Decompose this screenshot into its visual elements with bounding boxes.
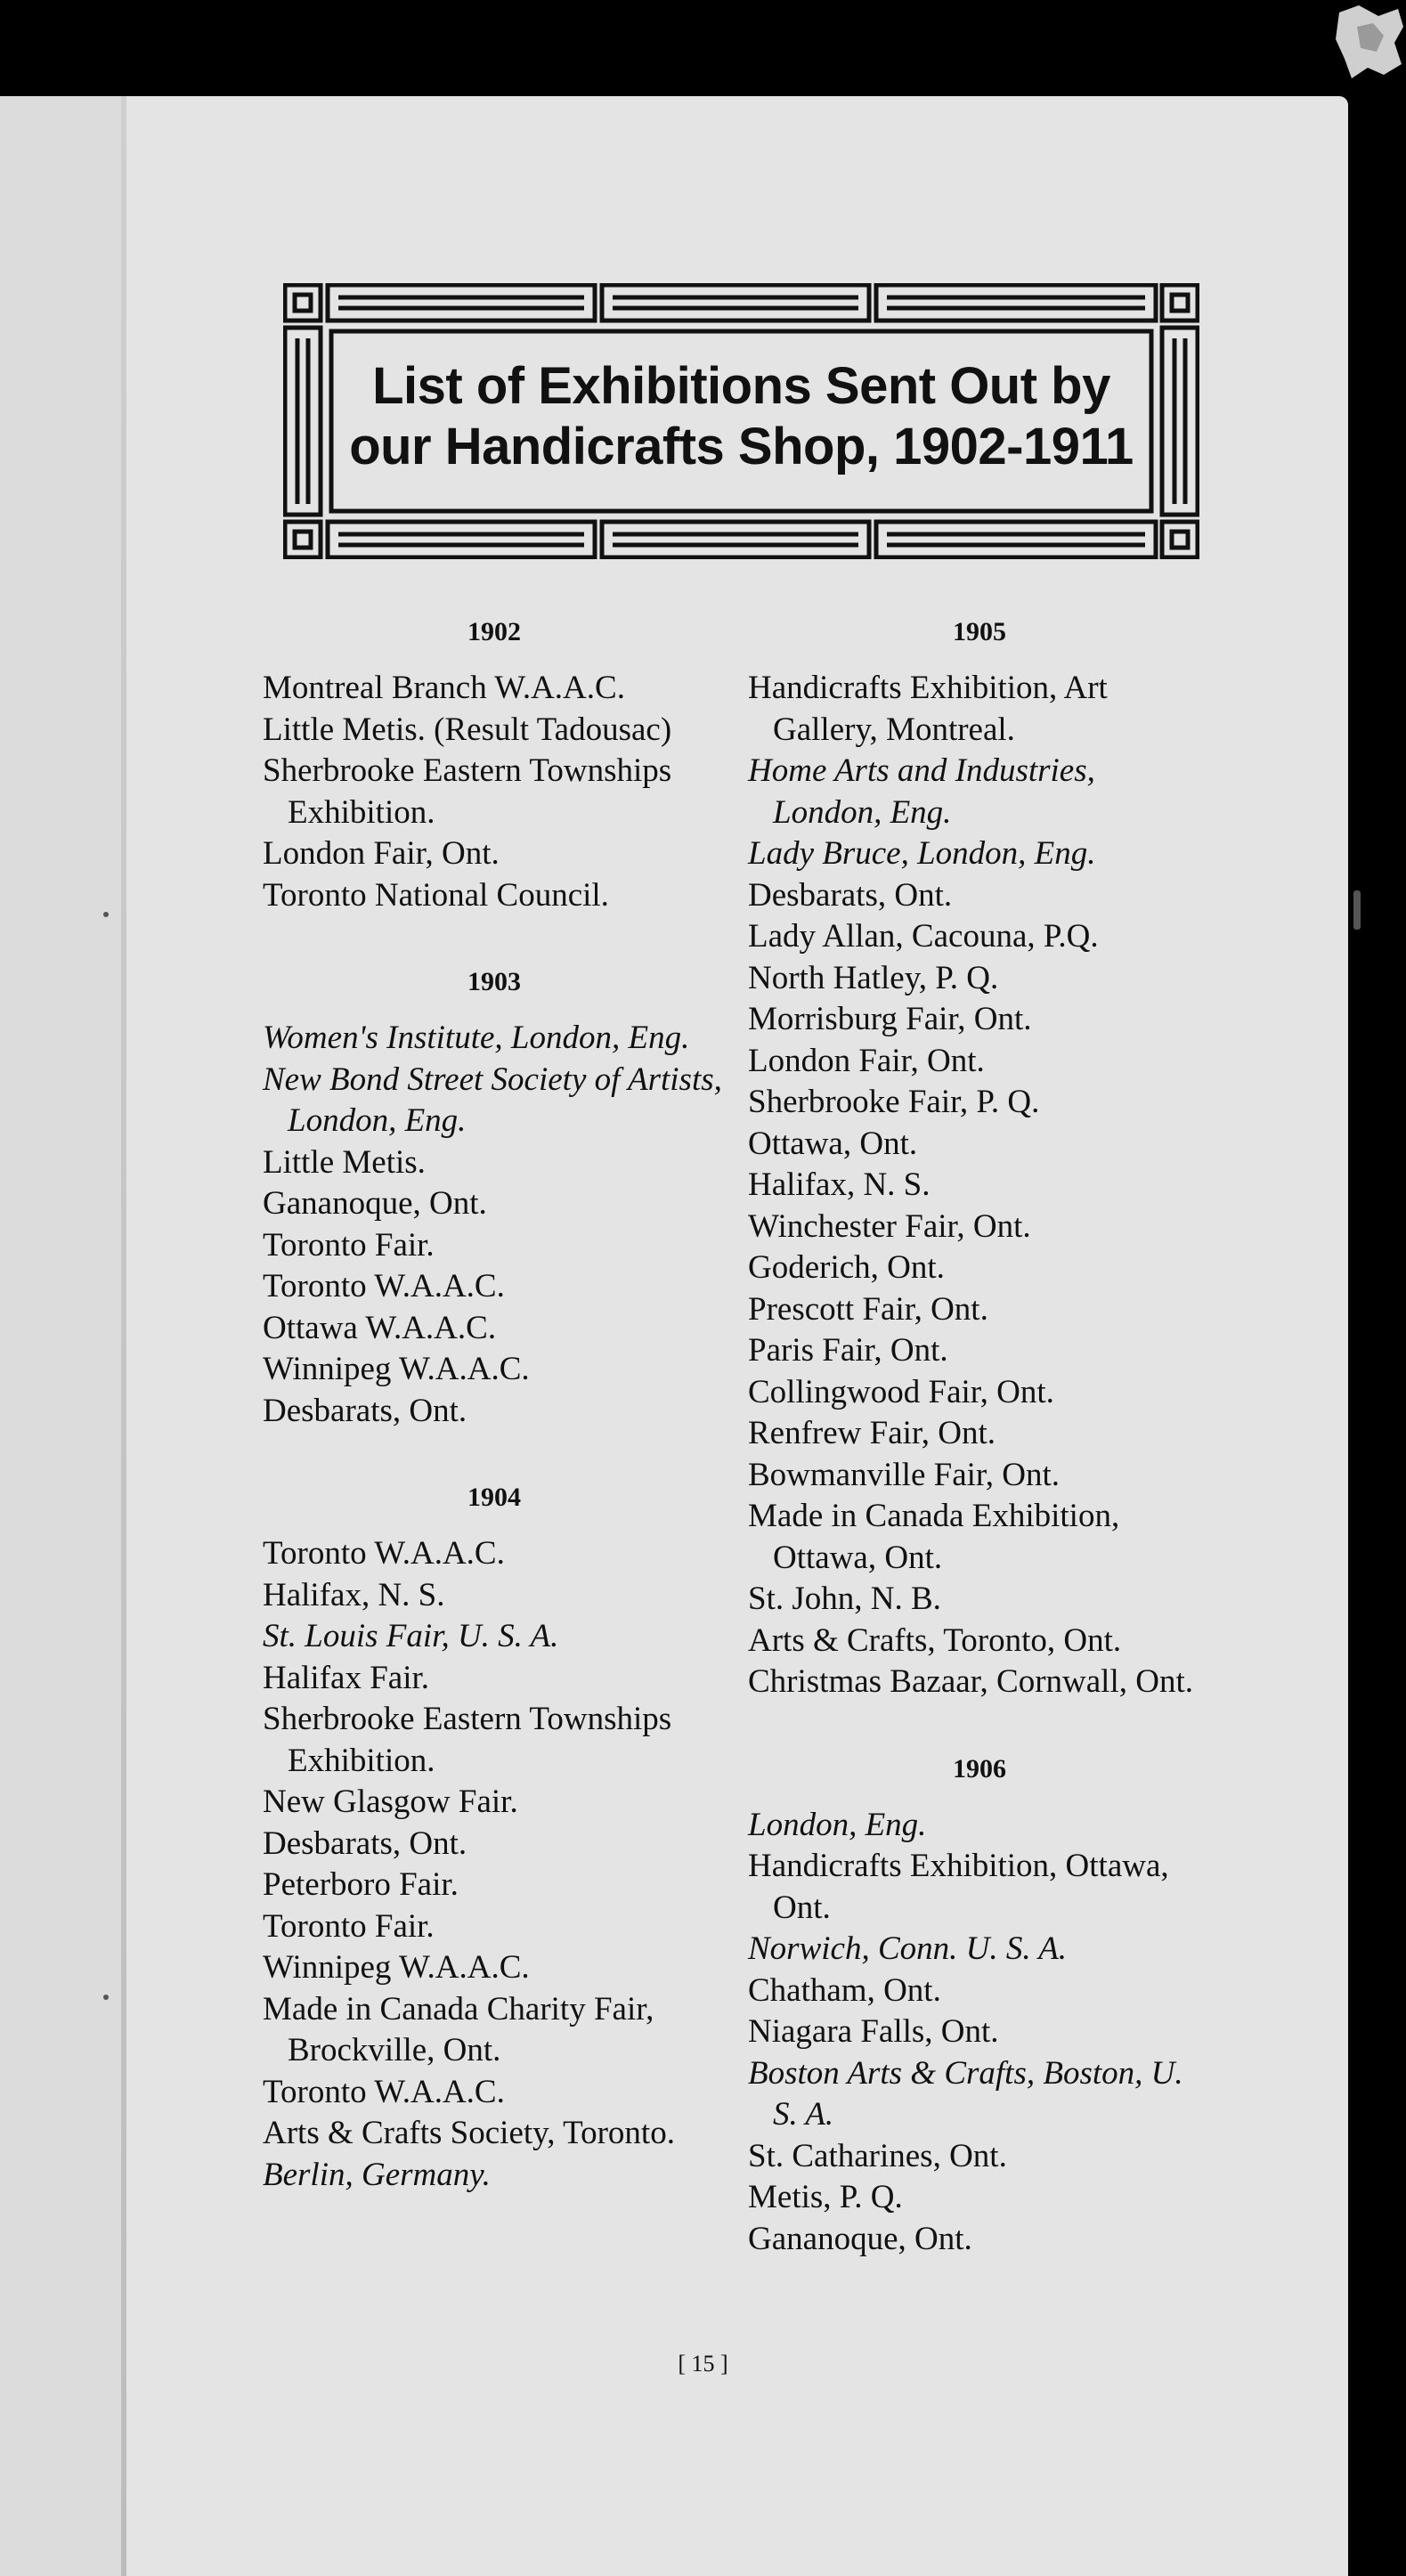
- exhibition-entry: Gananoque, Ont.: [263, 1185, 487, 1222]
- exhibition-entry: Made in Canada Exhibition, Ottawa, Ont.: [748, 1498, 1120, 1576]
- exhibition-entry: Bowmanville Fair, Ont.: [748, 1456, 1060, 1493]
- exhibition-entry: Renfrew Fair, Ont.: [748, 1415, 996, 1451]
- heading-spacer: [263, 1516, 726, 1533]
- exhibition-entry: Prescott Fair, Ont.: [748, 1290, 988, 1328]
- heading-spacer: [748, 650, 1211, 668]
- exhibition-entry: Toronto W.A.A.C.: [263, 1535, 505, 1572]
- exhibition-entry: Little Metis. (Result Tadousac): [263, 711, 672, 748]
- section-gap: [263, 916, 726, 964]
- exhibition-list: [748, 668, 1211, 1703]
- exhibition-entry: Montreal Branch W.A.A.C.: [263, 670, 625, 706]
- heading-spacer: [263, 1000, 726, 1018]
- exhibition-entry: Handicrafts Exhibition, Ottawa, Ont.: [748, 1848, 1169, 1926]
- exhibition-entry: Toronto Fair.: [263, 1226, 435, 1264]
- exhibition-entry: Norwich, Conn. U. S. A.: [748, 1930, 1068, 1967]
- exhibition-entry: Halifax, N. S.: [263, 1576, 445, 1613]
- exhibition-entry: Ottawa, Ont.: [748, 1125, 918, 1162]
- exhibition-entry: New Bond Street Society of Artists, London, Eng.: [263, 1060, 722, 1139]
- year-heading: 1906: [953, 1753, 1006, 1784]
- paper-speck: [103, 912, 109, 917]
- exhibition-entry: Sherbrooke Eastern Townships Exhibition.: [263, 1701, 672, 1779]
- exhibition-entry: Lady Allan, Cacouna, P.Q.: [748, 918, 1099, 955]
- exhibition-entry: Morrisburg Fair, Ont.: [748, 1001, 1032, 1037]
- page-number: [ 15 ]: [678, 2351, 728, 2377]
- exhibition-entry: Sherbrooke Eastern Townships Exhibition.: [263, 752, 672, 831]
- exhibition-entry: Goderich, Ont.: [748, 1249, 945, 1286]
- exhibition-entry: Winchester Fair, Ont.: [748, 1207, 1031, 1245]
- exhibition-entry: Halifax Fair.: [263, 1659, 430, 1696]
- heading-spacer: [263, 650, 726, 668]
- exhibition-list: [748, 1805, 1211, 2261]
- exhibition-entry: St. Catharines, Ont.: [748, 2137, 1007, 2174]
- year-heading: 1904: [467, 1483, 521, 1512]
- right-column: [748, 614, 1211, 2260]
- section-gap: [748, 1703, 1211, 1751]
- title-line: List of Exhibitions Sent Out by: [372, 357, 1110, 415]
- exhibition-entry: Metis, P. Q.: [748, 2179, 903, 2215]
- exhibition-entry: Peterboro Fair.: [263, 1866, 459, 1903]
- exhibition-list: [263, 1533, 726, 2196]
- exhibition-entry: Desbarats, Ont.: [263, 1824, 467, 1862]
- exhibition-entry: Arts & Crafts Society, Toronto.: [263, 2115, 675, 2151]
- damaged-corner-mark: [1332, 0, 1406, 82]
- exhibition-entry: Desbarats, Ont.: [748, 876, 953, 914]
- exhibition-entry: North Hatley, P. Q.: [748, 959, 999, 996]
- exhibition-entry: Sherbrooke Fair, P. Q.: [748, 1084, 1040, 1120]
- page-title: [283, 356, 1199, 477]
- exhibition-entry: Made in Canada Charity Fair, Brockville, Ont.: [263, 1990, 654, 2068]
- year-heading: 1902: [467, 617, 521, 646]
- exhibition-entry: St. John, N. B.: [748, 1581, 941, 1617]
- exhibition-entry: New Glasgow Fair.: [263, 1784, 518, 1820]
- exhibition-entry: Women's Institute, London, Eng.: [263, 1020, 690, 1056]
- exhibition-entry: London, Eng.: [748, 1806, 927, 1843]
- title-frame: [283, 283, 1199, 559]
- exhibition-entry: Niagara Falls, Ont.: [748, 2013, 999, 2050]
- year-heading: 1903: [467, 967, 521, 996]
- year-heading: 1905: [953, 617, 1006, 646]
- exhibition-entry: Desbarats, Ont.: [263, 1392, 467, 1429]
- paper-speck: [103, 1995, 109, 2000]
- exhibition-entry: Handicrafts Exhibition, Art Gallery, Montreal.: [748, 670, 1108, 748]
- exhibition-entry: Lady Bruce, London, Eng.: [748, 835, 1096, 872]
- paper-speck: [1353, 890, 1361, 930]
- exhibition-entry: Chatham, Ont.: [748, 1971, 941, 2009]
- title-line: our Handicrafts Shop, 1902-1911: [349, 418, 1134, 475]
- exhibition-entry: Winnipeg W.A.A.C.: [263, 1949, 530, 1986]
- exhibition-list: [263, 1018, 726, 1432]
- exhibition-entry: Ottawa W.A.A.C.: [263, 1309, 497, 1346]
- exhibition-entry: Arts & Crafts, Toronto, Ont.: [748, 1621, 1122, 1659]
- heading-spacer: [748, 1787, 1211, 1805]
- section-gap: [263, 1432, 726, 1480]
- exhibition-entry: Halifax, N. S.: [748, 1166, 931, 1203]
- exhibition-entry: Gananoque, Ont.: [748, 2220, 972, 2257]
- left-column: [263, 614, 726, 2196]
- exhibition-list: [263, 668, 726, 916]
- exhibition-entry: Toronto W.A.A.C.: [263, 2073, 505, 2110]
- exhibition-entry: Home Arts and Industries, London, Eng.: [748, 752, 1095, 831]
- exhibition-entry: London Fair, Ont.: [263, 835, 500, 872]
- exhibition-entry: St. Louis Fair, U. S. A.: [263, 1618, 559, 1654]
- exhibition-entry: Toronto National Council.: [263, 876, 609, 914]
- exhibition-entry: Paris Fair, Ont.: [748, 1332, 948, 1369]
- exhibition-entry: Boston Arts & Crafts, Boston, U. S. A.: [748, 2054, 1183, 2133]
- exhibition-entry: Berlin, Germany.: [263, 2156, 491, 2193]
- exhibition-entry: London Fair, Ont.: [748, 1042, 985, 1079]
- exhibition-entry: Christmas Bazaar, Cornwall, Ont.: [748, 1663, 1193, 1700]
- exhibition-entry: Winnipeg W.A.A.C.: [263, 1351, 530, 1387]
- exhibition-entry: Little Metis.: [263, 1143, 426, 1181]
- exhibition-entry: Toronto Fair.: [263, 1907, 435, 1945]
- exhibition-entry: Collingwood Fair, Ont.: [748, 1373, 1054, 1410]
- adjacent-page-edge: [0, 96, 125, 2576]
- exhibition-entry: Toronto W.A.A.C.: [263, 1268, 505, 1304]
